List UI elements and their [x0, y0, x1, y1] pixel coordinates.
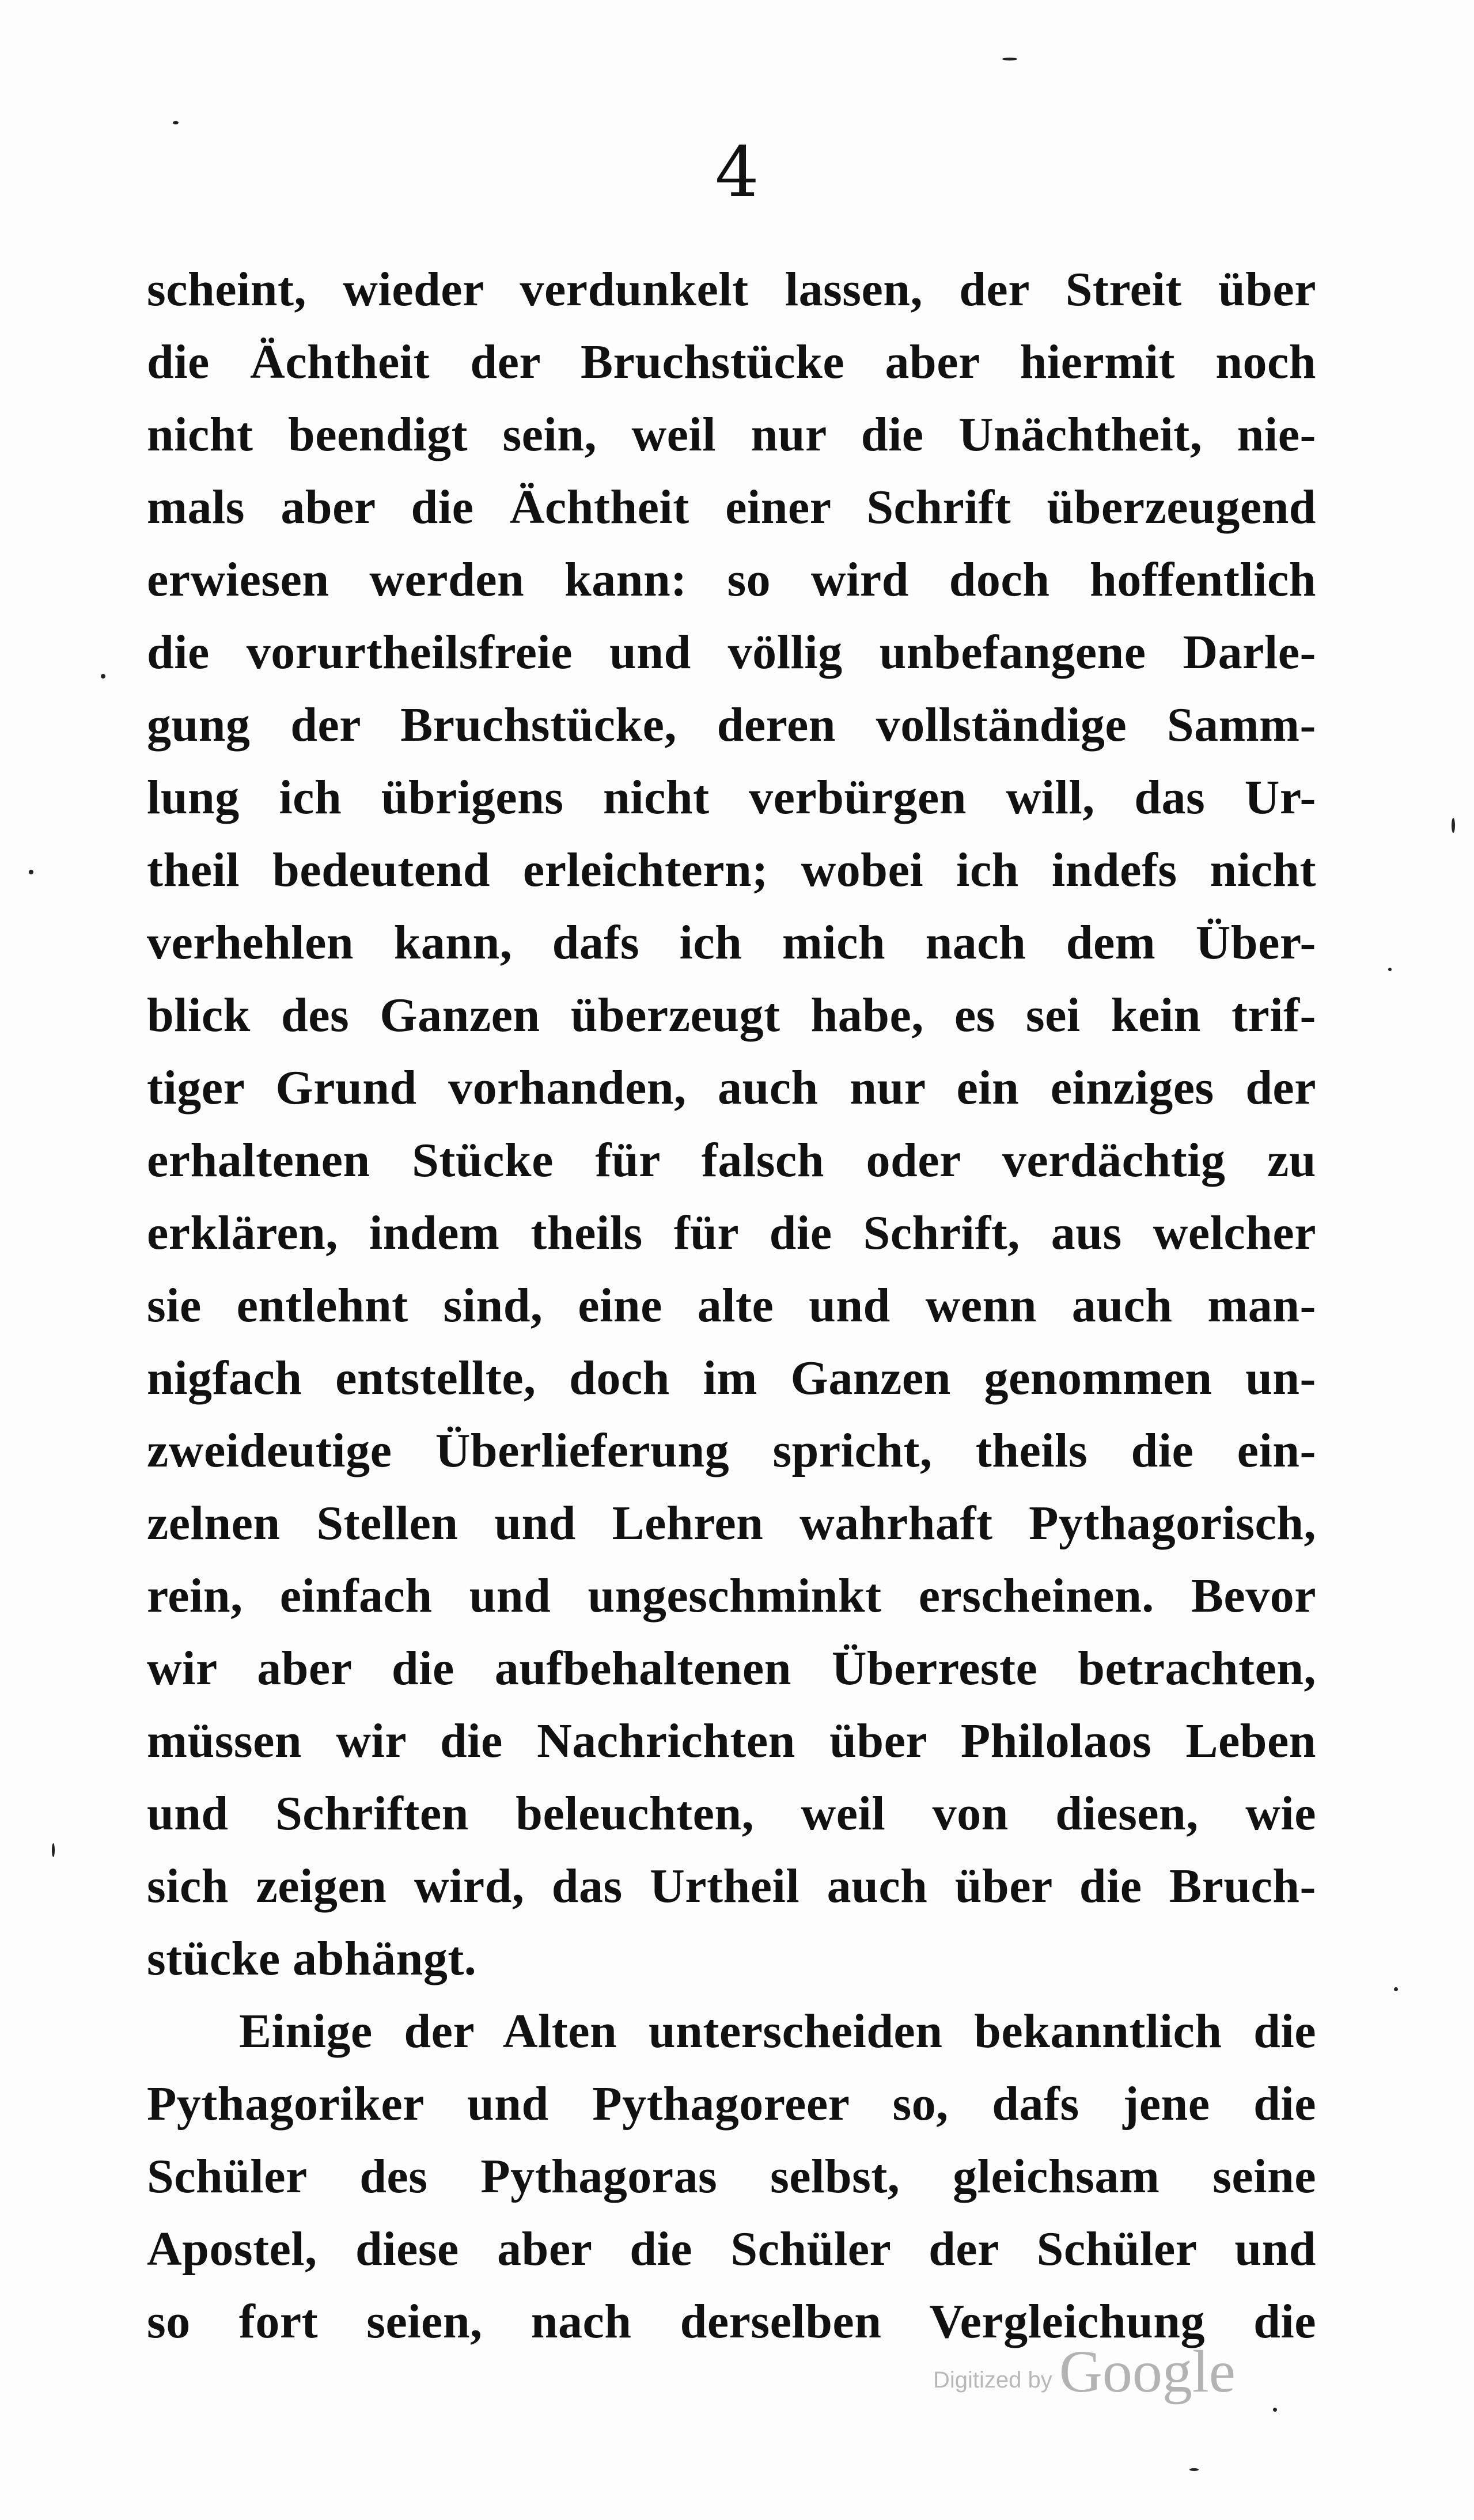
watermark-prefix: Digitized by: [933, 2367, 1052, 2393]
text-line: nigfach entstellte, doch im Ganzen genommen un-: [147, 1351, 1316, 1405]
text-line: tiger Grund vorhanden, auch nur ein einziges der: [147, 1061, 1316, 1115]
text-line: und Schriften beleuchten, weil von diesen, wie: [147, 1787, 1316, 1840]
scan-speck: [1388, 968, 1392, 971]
text-line: sich zeigen wird, das Urtheil auch über die Bruch-: [147, 1859, 1316, 1913]
text-line: Apostel, diese aber die Schüler der Schüler und: [147, 2222, 1316, 2276]
scan-speck: [1189, 2468, 1199, 2471]
text-line: theil bedeutend erleichtern; wobei ich indefs nicht: [147, 843, 1316, 897]
text-line: zelnen Stellen und Lehren wahrhaft Pythagorisch,: [147, 1496, 1316, 1550]
text-line: müssen wir die Nachrichten über Philolaos Leben: [147, 1714, 1316, 1768]
scan-speck: [1452, 818, 1455, 833]
body-text: [147, 253, 1316, 2358]
text-line: scheint, wieder verdunkelt lassen, der Streit über: [147, 263, 1316, 316]
text-line: wir aber die aufbehaltenen Überreste betrachten,: [147, 1642, 1316, 1695]
text-line: erwiesen werden kann: so wird doch hoffentlich: [147, 553, 1316, 607]
text-line: blick des Ganzen überzeugt habe, es sei kein trif-: [147, 988, 1316, 1042]
text-line: rein, einfach und ungeschminkt erscheinen. Bevor: [147, 1569, 1316, 1623]
text-line: lung ich übrigens nicht verbürgen will, das Ur-: [147, 771, 1316, 824]
text-line: so fort seien, nach derselben Vergleichung die: [147, 2295, 1316, 2348]
digitized-watermark: [933, 2327, 1236, 2405]
text-line: Pythagoriker und Pythagoreer so, dafs jene die: [147, 2077, 1316, 2131]
scan-speck: [52, 1843, 55, 1857]
text-line: die vorurtheilsfreie und völlig unbefangene Darle-: [147, 626, 1316, 679]
scan-speck: [101, 674, 105, 679]
text-line: stücke abhängt.: [147, 1932, 477, 1985]
page-number: 4: [715, 132, 759, 213]
scan-speck: [173, 121, 179, 124]
text-line: nicht beendigt sein, weil nur die Unächtheit, nie-: [147, 408, 1316, 461]
text-line: gung der Bruchstücke, deren vollständige Samm-: [147, 698, 1316, 752]
scan-speck: [29, 870, 33, 874]
text-line: erhaltenen Stücke für falsch oder verdächtig zu: [147, 1134, 1316, 1187]
text-line: erklären, indem theils für die Schrift, aus welcher: [147, 1206, 1316, 1260]
scan-speck: [1273, 2408, 1277, 2412]
watermark-brand: Google: [1059, 2339, 1236, 2405]
scan-speck: [1394, 1987, 1398, 1991]
text-line: sie entlehnt sind, eine alte und wenn auch man-: [147, 1279, 1316, 1332]
text-line: mals aber die Ächtheit einer Schrift überzeugend: [147, 480, 1316, 534]
text-line: verhehlen kann, dafs ich mich nach dem Über-: [147, 916, 1316, 969]
text-line: zweideutige Überlieferung spricht, theils die ein-: [147, 1424, 1316, 1477]
text-line: die Ächtheit der Bruchstücke aber hiermit noch: [147, 335, 1316, 389]
scan-speck: [1002, 58, 1017, 60]
text-line: Schüler des Pythagoras selbst, gleichsam seine: [147, 2150, 1316, 2203]
text-line: Einige der Alten unterscheiden bekanntlich die: [239, 2004, 1316, 2058]
